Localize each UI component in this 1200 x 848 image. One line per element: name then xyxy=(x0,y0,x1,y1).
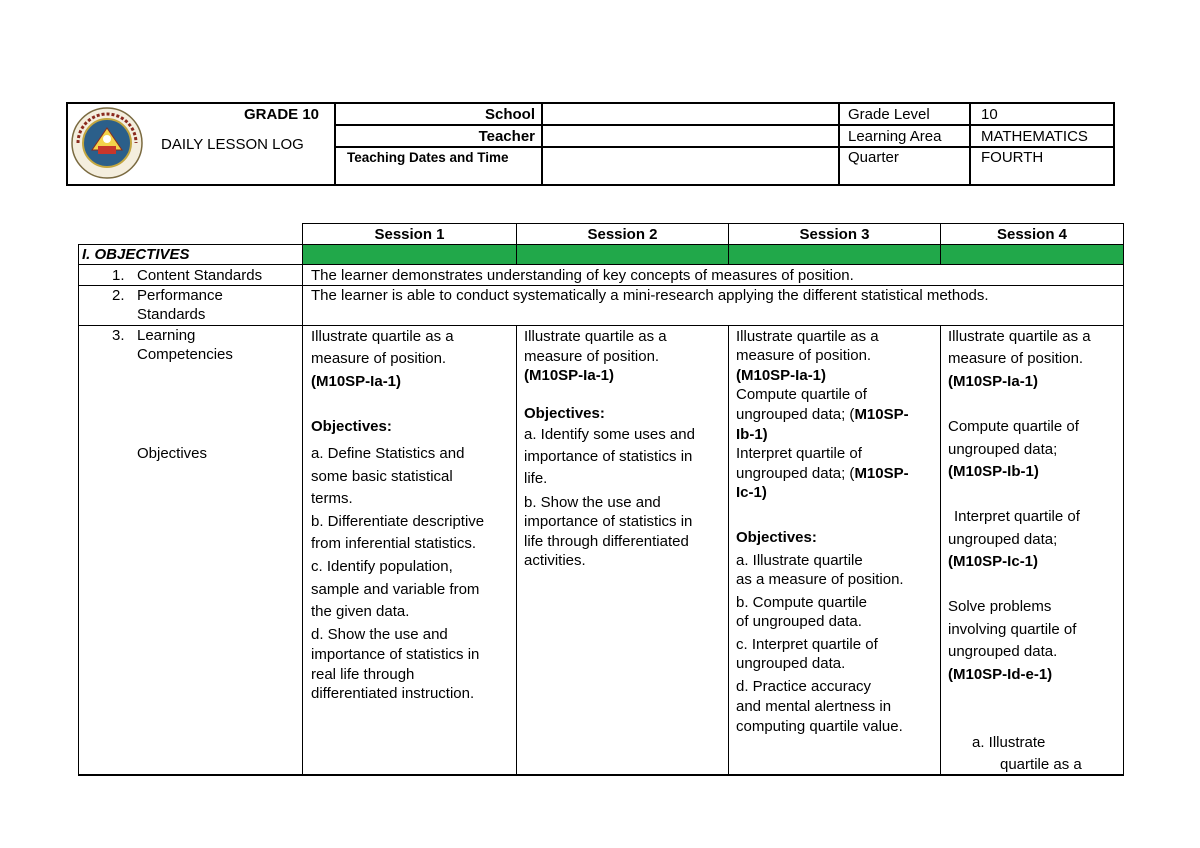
session-1-header: Session 1 xyxy=(374,226,445,243)
objectives-green-bar xyxy=(303,244,1124,264)
s1-line: Illustrate quartile as a xyxy=(311,328,454,345)
s1-line: sample and variable from xyxy=(311,581,480,598)
performance-standards-text: The learner is able to conduct systematically a mini-research applying the different statistical methods. xyxy=(311,287,989,304)
s1-line: real life through xyxy=(311,666,415,683)
teacher-value[interactable] xyxy=(548,128,832,146)
s3-line: and mental alertness in xyxy=(736,698,892,715)
s4-code: (M10SP-Ic-1) xyxy=(948,553,1039,570)
s4-code: (M10SP-Id-e-1) xyxy=(948,666,1053,683)
s4-line: ungrouped data; xyxy=(948,531,1058,548)
session-4-header: Session 4 xyxy=(996,226,1068,243)
s3-line: Interpret quartile of xyxy=(736,445,862,462)
school-label: School xyxy=(484,106,535,123)
session-2-header: Session 2 xyxy=(587,226,658,243)
s1-line: a. Define Statistics and xyxy=(311,445,465,462)
quarter-value: FOURTH xyxy=(981,149,1044,166)
learning-competencies-label-2: Competencies xyxy=(137,346,233,363)
grade-level-value: 10 xyxy=(981,106,998,123)
s3-line-code2: ungrouped data; (M10SP- xyxy=(736,406,909,423)
s4-code: (M10SP-Ia-1) xyxy=(948,373,1039,390)
s1-line: differentiated instruction. xyxy=(311,685,475,702)
s4-line: Illustrate quartile as a xyxy=(948,328,1091,345)
s3-line: b. Compute quartile xyxy=(736,594,867,611)
s2-line: measure of position. xyxy=(524,348,660,365)
s4-line: ungrouped data. xyxy=(948,643,1058,660)
s4-line: ungrouped data; xyxy=(948,441,1058,458)
s4-line: involving quartile of xyxy=(948,621,1077,638)
s1-objectives-heading: Objectives: xyxy=(311,418,392,435)
s3-line: of ungrouped data. xyxy=(736,613,862,630)
s3-line: measure of position. xyxy=(736,347,872,364)
s3-line: d. Practice accuracy xyxy=(736,678,872,695)
s2-line: importance of statistics in xyxy=(524,513,693,530)
performance-standards-num: 2. xyxy=(112,287,125,304)
s3-line: ungrouped data. xyxy=(736,655,846,672)
grade-title: GRADE 10 xyxy=(244,106,320,123)
s1-line: from inferential statistics. xyxy=(311,535,477,552)
content-standards-text: The learner demonstrates understanding of key concepts of measures of position. xyxy=(311,267,854,284)
s3-line: Compute quartile of xyxy=(736,386,867,403)
session-3-header: Session 3 xyxy=(799,226,870,243)
s4-line: measure of position. xyxy=(948,350,1084,367)
learning-competencies-num: 3. xyxy=(112,327,125,344)
performance-standards-label-2: Standards xyxy=(137,306,206,323)
s1-line: importance of statistics in xyxy=(311,646,480,663)
s4-line: Compute quartile of xyxy=(948,418,1079,435)
s4-line: a. Illustrate xyxy=(972,734,1046,751)
learning-area-value: MATHEMATICS xyxy=(981,128,1088,145)
s1-line: d. Show the use and xyxy=(311,626,448,643)
daily-lesson-log-title: DAILY LESSON LOG xyxy=(161,136,304,153)
s2-line: activities. xyxy=(524,552,586,569)
objectives-label: Objectives xyxy=(137,445,208,462)
objectives-section-title: I. OBJECTIVES xyxy=(82,246,190,263)
s2-objectives-heading: Objectives: xyxy=(524,405,605,422)
content-standards-num: 1. xyxy=(112,267,125,284)
s4-line: Interpret quartile of xyxy=(954,508,1080,525)
s1-line: c. Identify population, xyxy=(311,558,453,575)
school-value[interactable] xyxy=(548,106,832,124)
s2-line: b. Show the use and xyxy=(524,494,661,511)
performance-standards-label-1: Performance xyxy=(137,287,223,304)
s3-line: c. Interpret quartile of xyxy=(736,636,878,653)
deped-seal-logo xyxy=(70,106,144,180)
s3-code: Ic-1) xyxy=(736,484,767,501)
quarter-label: Quarter xyxy=(848,149,899,166)
content-standards-label: Content Standards xyxy=(137,267,263,284)
s3-line: a. Illustrate quartile xyxy=(736,552,863,569)
s2-code: (M10SP-Ia-1) xyxy=(524,367,615,384)
dates-label: Teaching Dates and Time xyxy=(347,150,509,165)
s3-line: computing quartile value. xyxy=(736,718,903,735)
s1-line: some basic statistical xyxy=(311,468,453,485)
s1-line: the given data. xyxy=(311,603,410,620)
s2-line: life through differentiated xyxy=(524,533,689,550)
s4-code: (M10SP-Ib-1) xyxy=(948,463,1039,480)
s2-line: a. Identify some uses and xyxy=(524,426,695,443)
s2-line: importance of statistics in xyxy=(524,448,693,465)
learning-competencies-label-1: Learning xyxy=(137,327,196,344)
s1-line: measure of position. xyxy=(311,350,447,367)
s3-line: Illustrate quartile as a xyxy=(736,328,879,345)
s3-objectives-heading: Objectives: xyxy=(736,529,817,546)
s2-line: Illustrate quartile as a xyxy=(524,328,667,345)
s4-line: quartile as a xyxy=(1000,756,1082,773)
s1-line: b. Differentiate descriptive xyxy=(311,513,485,530)
s1-code: (M10SP-Ia-1) xyxy=(311,373,402,390)
s3-code: (M10SP-Ia-1) xyxy=(736,367,827,384)
teacher-label: Teacher xyxy=(478,128,535,145)
learning-area-label: Learning Area xyxy=(848,128,942,145)
s3-code: Ib-1) xyxy=(736,426,768,443)
s1-line: terms. xyxy=(311,490,353,507)
s2-line: life. xyxy=(524,470,548,487)
grade-level-label: Grade Level xyxy=(848,106,930,123)
s3-line-code3: ungrouped data; (M10SP- xyxy=(736,465,909,482)
s3-line: as a measure of position. xyxy=(736,571,904,588)
dates-value[interactable] xyxy=(548,150,832,168)
s4-line: Solve problems xyxy=(948,598,1052,615)
